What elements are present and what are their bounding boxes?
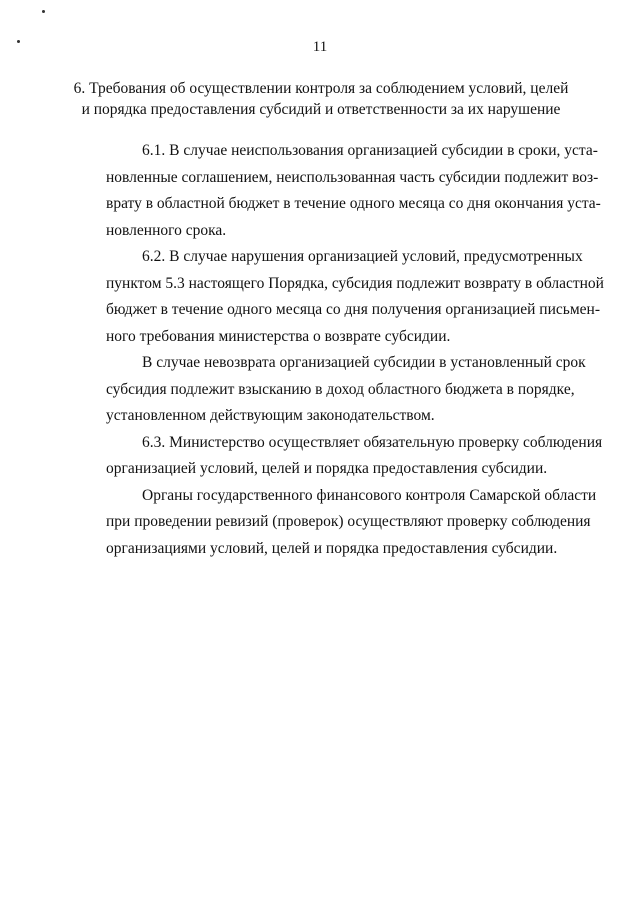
paragraph-6-1	[70, 138, 601, 244]
text-line: бюджет в течение одного месяца со дня получения организацией письмен-	[106, 301, 600, 318]
text-line: новленного срока.	[106, 221, 227, 239]
text-line: при проведении ревизий (проверок) осуществляют проверку соблюдения	[106, 513, 591, 530]
document-body	[70, 138, 604, 562]
page-number: 11	[312, 39, 328, 55]
text-line: организацией условий, целей и порядка предоставления субсидии.	[106, 460, 548, 477]
section-title	[66, 78, 576, 120]
text-line: 6.3. Министерство осуществляет обязательную проверку соблюдения	[142, 433, 603, 451]
paragraph-6-3	[70, 430, 603, 483]
section-title-line-1: 6. Требования об осуществлении контроля за соблюдением условий, целей	[73, 80, 569, 97]
paragraph-6-2-continued	[70, 350, 586, 430]
text-line: новленные соглашением, неиспользованная часть субсидии подлежит воз-	[106, 168, 599, 186]
paragraph-6-2	[70, 244, 604, 350]
text-line: субсидия подлежит взысканию в доход областного бюджета в порядке,	[106, 380, 575, 398]
paragraph-6-3-continued	[70, 483, 597, 563]
section-title-line-2: и порядка предоставления субсидий и ответственности за их нарушение	[81, 101, 561, 118]
text-line: В случае невозврата организацией субсидии в установленный срок	[142, 354, 586, 371]
text-line: 6.1. В случае неиспользования организацией субсидии в сроки, уста-	[142, 142, 598, 159]
text-line: ного требования министерства о возврате субсидии.	[106, 327, 451, 345]
text-line: врату в областной бюджет в течение одного месяца со дня окончания уста-	[106, 195, 601, 212]
text-line: пунктом 5.3 настоящего Порядка, субсидия подлежит возврату в областной	[106, 274, 604, 292]
scan-speck	[42, 10, 45, 13]
text-line: 6.2. В случае нарушения организацией условий, предусмотренных	[142, 248, 583, 265]
text-line: установленном действующим законодательством.	[106, 407, 435, 424]
text-line: организациями условий, целей и порядка предоставления субсидии.	[106, 539, 558, 557]
text-line: Органы государственного финансового контроля Самарской области	[142, 486, 597, 504]
